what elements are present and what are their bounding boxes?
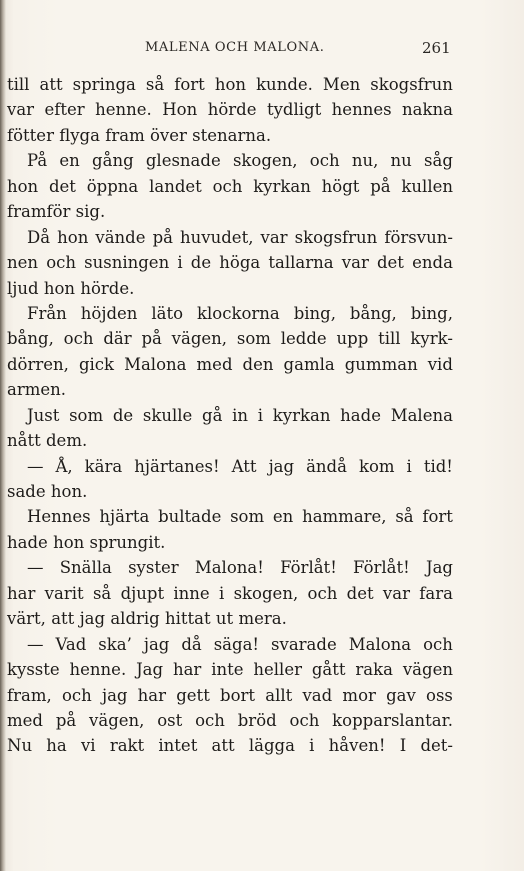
- text-line: Hennes hjärta bultade som en hammare, så fort: [27, 507, 453, 527]
- text-line: armen.: [7, 380, 67, 400]
- text-line: kysste henne. Jag har inte heller gått raka vägen: [7, 660, 453, 680]
- text-line: På en gång glesnade skogen, och nu, nu såg: [27, 151, 453, 171]
- running-head: [0, 40, 524, 60]
- text-line: hon det öppna landet och kyrkan högt på kullen: [7, 176, 453, 196]
- text-line: ljud hon hörde.: [7, 278, 135, 298]
- body-text: [7, 72, 453, 759]
- text-line: — Vad ska’ jag då säga! svarade Malona och: [27, 634, 453, 654]
- page-number: 261: [422, 39, 451, 57]
- text-line: Just som de skulle gå in i kyrkan hade Malena: [27, 405, 453, 425]
- text-line: Från höjden läto klockorna bing, bång, bing,: [27, 303, 453, 323]
- text-line: värt, att jag aldrig hittat ut mera.: [7, 609, 287, 629]
- text-line: till att springa så fort hon kunde. Men skogsfrun: [7, 75, 453, 94]
- text-line: nått dem.: [7, 431, 88, 451]
- text-line: dörren, gick Malona med den gamla gumman vid: [7, 354, 453, 374]
- text-line: hade hon sprungit.: [7, 532, 166, 552]
- gutter-shadow: [0, 0, 6, 871]
- text-line: var efter henne. Hon hörde tydligt hennes nakna: [7, 100, 453, 120]
- text-line: Nu ha vi rakt intet att lägga i håven! I det-: [7, 736, 453, 756]
- text-line: framför sig.: [7, 202, 106, 222]
- text-line: sade hon.: [7, 482, 88, 501]
- text-line: har varit så djupt inne i skogen, och det var fara: [7, 583, 453, 603]
- text-line: — Å, kära hjärtanes! Att jag ändå kom i tid!: [27, 456, 453, 476]
- text-line: bång, och där på vägen, som ledde upp till kyrk-: [7, 329, 453, 349]
- text-line: Då hon vände på huvudet, var skogsfrun försvun-: [27, 227, 453, 247]
- text-line: fram, och jag har gett bort allt vad mor gav oss: [7, 685, 453, 705]
- text-line: nen och susningen i de höga tallarna var det enda: [7, 253, 453, 273]
- text-line: med på vägen, ost och bröd och kopparslantar.: [7, 710, 453, 730]
- text-line: — Snälla syster Malona! Förlåt! Förlåt! Jag: [27, 558, 453, 578]
- text-line: fötter flyga fram över stenarna.: [7, 125, 272, 145]
- running-title: MALENA OCH MALONA.: [145, 40, 325, 55]
